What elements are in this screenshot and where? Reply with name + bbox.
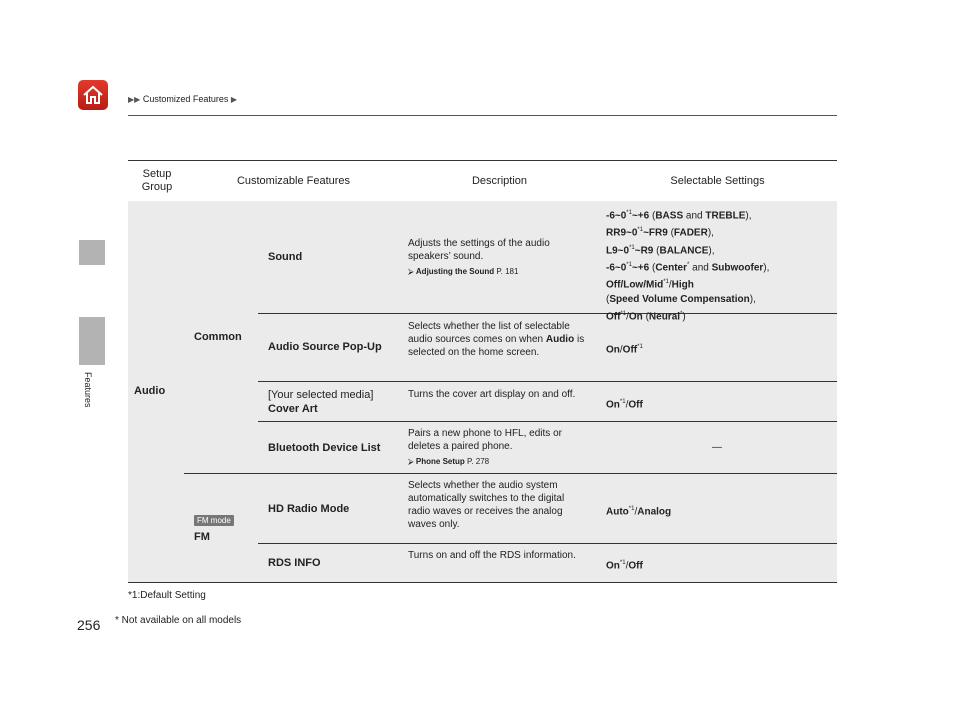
feature-audio-source-popup: Audio Source Pop-Up xyxy=(268,341,382,353)
feature-prefix: [Your selected media] xyxy=(268,389,374,401)
footnote-mark: *1 xyxy=(629,244,635,251)
feature-rds-info: RDS INFO xyxy=(268,557,321,569)
opt-neural-on: On xyxy=(628,310,643,322)
header-selectable-settings: Selectable Settings xyxy=(670,174,765,187)
opt-treble: TREBLE xyxy=(705,210,746,222)
page-reference[interactable]: ⮚ Phone Setup P. 278 xyxy=(408,457,490,466)
opt-svc-high: High xyxy=(671,279,694,291)
description-text: Selects whether the list of selectable audio sources comes on when xyxy=(408,321,570,345)
opt-analog: Analog xyxy=(637,506,672,518)
description-audio-source-popup xyxy=(408,320,593,359)
opt-bass-range: -6~0 xyxy=(606,210,627,222)
description-cover-art: Turns the cover art display on and off. xyxy=(408,389,576,400)
opt-off: Off xyxy=(622,344,638,356)
footnote-mark: *1 xyxy=(628,506,635,512)
row-divider xyxy=(258,543,837,544)
settings-audio-source-popup xyxy=(606,340,643,357)
opt-fader: FADER xyxy=(673,227,708,239)
opt-fader-tail: ~FR9 xyxy=(643,227,668,239)
breadcrumb[interactable] xyxy=(128,94,237,104)
description-emphasis: Audio xyxy=(545,334,575,345)
section-side-label: Features xyxy=(83,372,93,408)
opt-on: On xyxy=(606,560,620,572)
opt-balance: BALANCE xyxy=(659,244,709,256)
header-divider xyxy=(128,115,837,116)
description-bluetooth-device-list xyxy=(408,427,588,468)
opt-balance-range: L9~0 xyxy=(606,244,630,256)
description-rds-info: Turns on and off the RDS information. xyxy=(408,550,576,561)
opt-neural: Neural xyxy=(648,310,681,322)
side-tab xyxy=(79,240,105,265)
settings-rds-info xyxy=(606,556,643,573)
feature-label: Cover Art xyxy=(268,403,318,415)
conjunction: and xyxy=(685,210,703,222)
separator: / xyxy=(625,560,629,572)
footnote-mark: *1 xyxy=(619,560,626,566)
separator: / xyxy=(668,279,672,291)
breadcrumb-link[interactable]: Customized Features xyxy=(142,94,229,104)
availability-mark: * xyxy=(680,310,683,317)
header-setup-group: Setup Group xyxy=(141,168,173,193)
reference-title: Adjusting the Sound xyxy=(415,267,495,276)
footnote-mark: *1 xyxy=(637,227,644,234)
opt-on: On xyxy=(606,344,620,356)
opt-center-range: -6~0 xyxy=(606,262,627,274)
opt-center: Center xyxy=(655,262,688,274)
opt-bass: BASS xyxy=(655,210,684,222)
breadcrumb-arrow-icon: ▶▶ xyxy=(128,95,141,104)
page-number: 256 xyxy=(77,617,101,633)
reference-page: P. 278 xyxy=(467,457,490,466)
description-text: Pairs a new phone to HFL, edits or deletes a paired phone. xyxy=(408,428,562,452)
table-header xyxy=(128,160,837,202)
footnote-mark: *1 xyxy=(619,399,626,405)
opt-subwoofer: Subwoofer xyxy=(711,262,764,274)
settings-hd-radio-mode xyxy=(606,502,671,519)
side-tab-active xyxy=(79,317,105,365)
table-bottom-rule xyxy=(128,582,837,583)
reference-title: Phone Setup xyxy=(415,457,465,466)
opt-center-tail: ~+6 xyxy=(631,262,650,274)
opt-off: Off xyxy=(628,399,643,411)
separator: / xyxy=(634,506,638,518)
availability-mark: * xyxy=(687,261,690,268)
opt-neural-off: Off xyxy=(606,310,621,322)
breadcrumb-arrow-icon: ▶ xyxy=(230,95,238,104)
separator: / xyxy=(619,344,623,356)
footnote-mark: *1 xyxy=(626,261,632,268)
description-text: is selected on the home screen. xyxy=(408,334,585,358)
separator: / xyxy=(626,310,629,322)
row-divider xyxy=(184,473,837,474)
footnote-mark: *1 xyxy=(663,279,669,286)
home-icon[interactable] xyxy=(78,80,108,110)
description-sound xyxy=(408,237,588,278)
page-reference[interactable]: ⮚ Adjusting the Sound P. 181 xyxy=(408,267,519,276)
settings-sound: $-6\sim 0^{*1}\sim+6$ (BASS and TREBLE), RR9~0$^{*1}$~FR9 (FADER), L9~0$^{*1}$~R9 (BALANCE), $-6\sim 0^{*1}\sim+6$ (Center* and Subwoofer), Off/Low/Mid$^{*1}$/High (Speed Volume Compensation), Off$^{*1}$/On (Neural*) xyxy=(606,210,770,322)
settings-cover-art xyxy=(606,395,643,412)
footnote-mark: *1 xyxy=(637,344,643,350)
subgroup-common: Common xyxy=(194,331,242,343)
feature-cover-art xyxy=(268,388,373,416)
description-text: Adjusts the settings of the audio speakers’ sound. xyxy=(408,238,550,262)
opt-svc: Speed Volume Compensation xyxy=(609,293,750,305)
footnote-mark: *1 xyxy=(626,210,632,216)
setup-group-audio: Audio xyxy=(134,385,166,397)
fm-mode-badge: FM mode xyxy=(194,515,234,526)
footnote-availability: * Not available on all models xyxy=(115,615,242,626)
opt-balance-tail: ~R9 xyxy=(634,244,654,256)
opt-on: On xyxy=(606,399,620,411)
opt-fader-range: RR9~0 xyxy=(606,227,638,239)
opt-off: Off xyxy=(628,560,643,572)
opt-auto: Auto xyxy=(606,506,629,518)
header-description: Description xyxy=(471,174,528,187)
footnote-default-setting: *1:Default Setting xyxy=(128,590,206,601)
opt-svc-levels: Off/Low/Mid xyxy=(606,279,664,291)
row-divider xyxy=(258,381,837,382)
feature-hd-radio-mode: HD Radio Mode xyxy=(268,503,350,515)
conjunction: and xyxy=(692,262,709,274)
header-customizable-features: Customizable Features xyxy=(236,174,351,187)
subgroup-fm: FM xyxy=(194,531,210,543)
separator: / xyxy=(625,399,629,411)
settings-bluetooth-device-list: — xyxy=(712,442,722,453)
reference-page: P. 181 xyxy=(496,267,519,276)
feature-sound: Sound xyxy=(268,251,303,263)
description-hd-radio-mode: Selects whether the audio system automatically switches to the digital radio waves or receives the analog waves only. xyxy=(408,480,565,530)
opt-bass-tail: ~+6 xyxy=(631,210,650,222)
feature-bluetooth-device-list: Bluetooth Device List xyxy=(268,442,381,454)
footnote-mark: *1 xyxy=(620,310,627,317)
row-divider xyxy=(258,421,837,422)
